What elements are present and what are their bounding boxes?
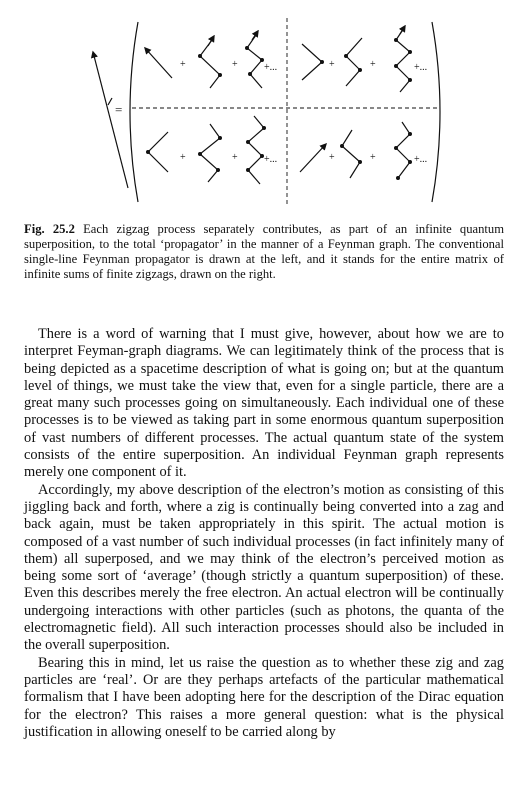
svg-text:+: +	[232, 59, 238, 70]
svg-text:+...: +...	[414, 62, 428, 73]
zigzag-top-left	[145, 31, 277, 88]
paragraph: Bearing this in mind, let us raise the question as to whether these zig and zag particles are ‘real’. Or are they perhaps artefacts of the particular mathematical formalism that I have been adopting here for the description of the Dirac equation for the electron? This raises a more general question: what is the physical justification in allowing oneself to be carried along by	[24, 654, 504, 740]
equals-sign: =	[115, 102, 123, 117]
figure-caption	[24, 222, 504, 282]
right-bracket	[432, 22, 440, 202]
figure-label: Fig. 25.2	[24, 222, 75, 236]
svg-text:+: +	[329, 152, 335, 163]
svg-text:+...: +...	[264, 154, 278, 165]
svg-text:+...: +...	[414, 154, 428, 165]
svg-text:+: +	[370, 152, 376, 163]
zigzag-top-right	[302, 26, 427, 92]
svg-text:+...: +...	[264, 62, 278, 73]
svg-text:+: +	[180, 59, 186, 70]
zigzag-bottom-right	[300, 122, 427, 180]
paragraph: There is a word of warning that I must give, however, about how we are to interpret Feyman-graph diagrams. We can legitimately think of the process that is being depicted as a spacetime description of what is going on; but at the quantum level of things, we must take the view that, even for a single particle, there are a great many such processes going on simultaneously. Each individual one of these processes is to be viewed as taking part in some enormous quantum superposition of vast numbers of different processes. The actual quantum state of the system consists of the entire superposition. An individual Feynman graph represents merely one component of it.	[24, 326, 504, 481]
zigzag-matrix-diagram	[0, 0, 517, 212]
svg-text:+: +	[232, 152, 238, 163]
svg-text:+: +	[329, 59, 335, 70]
body-text	[24, 326, 504, 741]
svg-text:+: +	[180, 152, 186, 163]
left-bracket	[130, 22, 138, 202]
single-line-propagator	[93, 52, 128, 188]
caption-text: Each zigzag process separately contributes, as part of an infinite quantum superposition, to the total ‘propagator’ in the manner of a Feynman graph. The conventional single-line Feynman propagator is drawn at the left, and it stands for the entire matrix of infinite sums of finite zigzags, drawn on the right.	[24, 222, 504, 281]
svg-text:+: +	[370, 59, 376, 70]
zigzag-bottom-left	[146, 116, 277, 184]
paragraph: Accordingly, my above description of the electron’s motion as consisting of this jiggling back and forth, where a zig is continually being converted into a zag and back again, must be taken appropriately in this spirit. The actual motion is composed of a vast number of such individual processes (in fact infinitely many of them) all superposed, and we may think of the electron’s perceived motion as being some sort of ‘average’ (though strictly a quantum superposition) of these. Even this describes merely the free electron. An actual electron will be continually undergoing interactions with other particles (such as photons, the quanta of the electromagnetic field). All such interaction processes should also be included in the overall superposition.	[24, 481, 504, 654]
feynman-zigzag-figure	[0, 0, 517, 212]
